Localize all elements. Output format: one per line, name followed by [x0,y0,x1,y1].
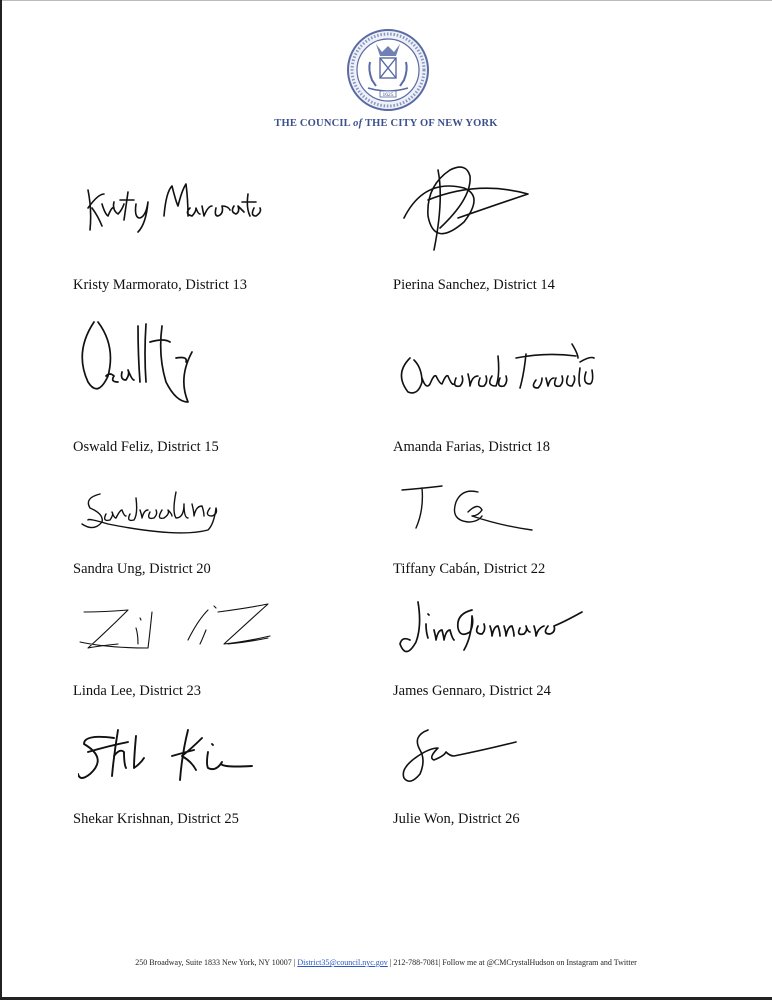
signatory-name-linda-lee: Linda Lee, District 23 [73,683,202,699]
signature-shekar-krishnan [78,722,268,788]
title-part-1: THE COUNCIL [274,118,351,129]
signatory-name-sandra-ung: Sandra Ung, District 20 [73,561,211,577]
footer-separator: | [293,958,296,967]
signature-james-gennaro [398,596,588,662]
signature-linda-lee [78,600,278,656]
signature-tiffany-caban [398,482,538,534]
seal-year: 1625 [382,92,394,98]
signature-julie-won [398,724,528,788]
signatory-name-pierina-sanchez: Pierina Sanchez, District 14 [393,277,555,293]
signatory-name-tiffany-caban: Tiffany Cabán, District 22 [393,561,546,577]
council-title [0,118,772,129]
footer-social: Follow me at @CMCrystalHudson on Instagram and Twitter [442,958,637,967]
page-top-edge [0,0,772,1]
signature-amanda-farias [396,338,606,402]
signature-kristy-marmorato [78,178,268,238]
signatory-name-shekar-krishnan: Shekar Krishnan, District 25 [73,811,239,827]
signature-sandra-ung [80,480,240,540]
footer-contact-line [0,958,772,967]
title-part-2: THE CITY OF NEW YORK [364,118,498,129]
signatory-name-julie-won: Julie Won, District 26 [393,811,520,827]
title-of: of [353,118,363,129]
signatory-name-james-gennaro: James Gennaro, District 24 [393,683,551,699]
signatory-name-amanda-farias: Amanda Farias, District 18 [393,439,551,455]
footer-email-link[interactable]: District35@council.nyc.gov [297,958,388,967]
footer-phone: 212-788-7081 [393,958,439,967]
signatory-name-kristy-marmorato: Kristy Marmorato, District 13 [73,277,247,293]
footer-separator: | [389,958,392,967]
signature-pierina-sanchez [398,160,538,260]
page-left-edge [0,0,2,1000]
city-council-seal [346,28,430,112]
signature-oswald-feliz [76,312,206,422]
signatory-name-oswald-feliz: Oswald Feliz, District 15 [73,439,219,455]
footer-separator: | [438,958,441,967]
footer-address: 250 Broadway, Suite 1833 New York, NY 10007 [135,958,292,967]
